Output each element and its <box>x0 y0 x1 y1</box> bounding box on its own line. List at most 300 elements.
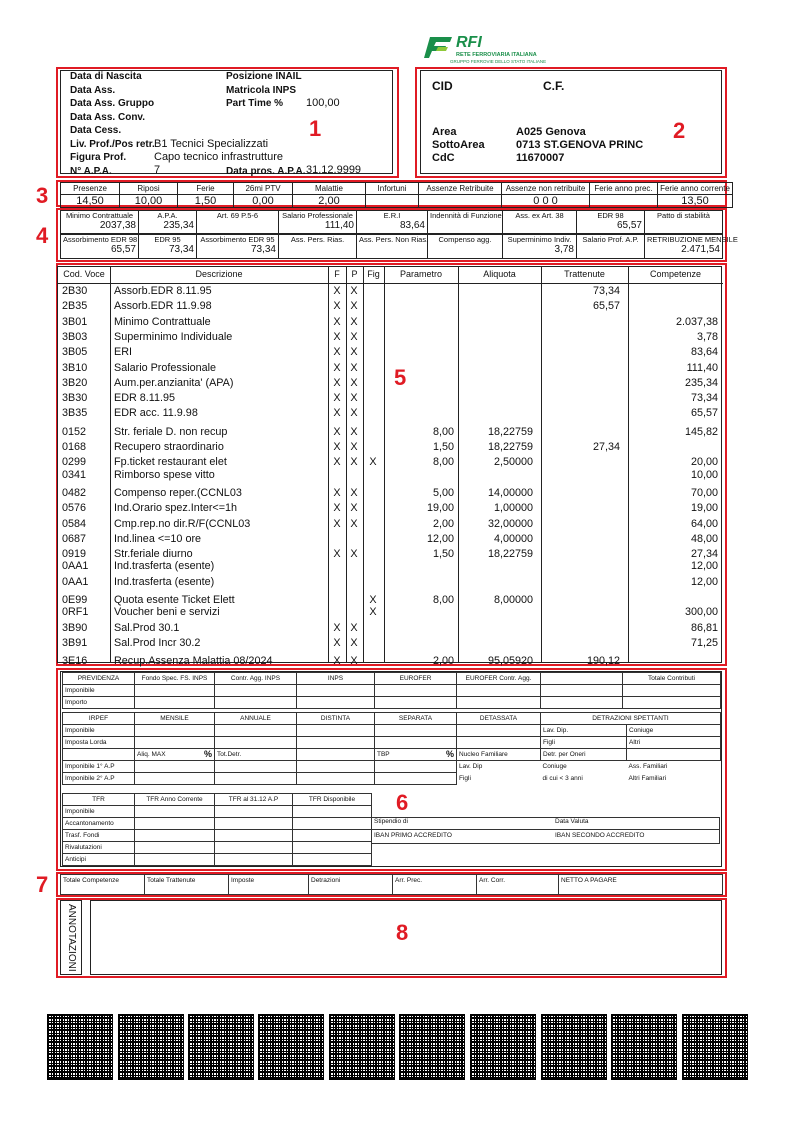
item-code: 3B20 <box>62 376 88 389</box>
table-row <box>58 468 723 483</box>
item-description: Compenso reper.(CCNL03 <box>114 486 242 499</box>
label-cid: CID <box>432 79 453 93</box>
item-description: Str. feriale D. non recup <box>114 425 228 438</box>
contrib-header: EUROFER Contr. Agg. <box>457 673 541 685</box>
rfi-logo-icon <box>424 35 454 59</box>
item-aliquota: 95,05920 <box>487 655 533 668</box>
item-description: EDR 8.11.95 <box>114 392 176 405</box>
item-parametro: 8,00 <box>432 425 454 438</box>
salary-cell <box>61 211 139 234</box>
total-competenze: Totale Competenze <box>61 875 145 895</box>
salary-header: Salario Professionale <box>282 211 353 220</box>
attendance-value-ferie-corrente: 13,50 <box>658 195 733 208</box>
attendance-header-assenze-retribuite: Assenze Retribuite <box>419 183 502 195</box>
item-flag-p: X <box>350 456 358 469</box>
item-description: Sal.Prod Incr 30.2 <box>114 636 201 649</box>
irpef-pct-2: % <box>445 749 454 759</box>
company-box <box>420 70 722 174</box>
contrib-header: Fondo Spec. FS. INPS <box>135 673 215 685</box>
items-header-f: F <box>334 269 340 279</box>
item-aliquota: 18,22759 <box>487 548 533 561</box>
label-apa-next: Data pros. A.P.A. <box>226 166 306 177</box>
salary-value: 73,34 <box>168 244 194 255</box>
label-inail: Posizione INAIL <box>226 71 302 82</box>
item-flag-f: X <box>333 425 341 438</box>
item-flag-p: X <box>350 486 358 499</box>
item-code: 0341 <box>62 468 87 481</box>
salary-bottom-table <box>60 234 738 259</box>
salary-value: 65,57 <box>110 244 136 255</box>
attendance-value-presenze: 14,50 <box>61 195 120 208</box>
notes-area <box>90 900 722 975</box>
salary-cell <box>503 211 577 234</box>
item-code: 0152 <box>62 425 87 438</box>
item-competenze: 235,34 <box>684 376 718 389</box>
irpef-row-label: Imposta Lorda <box>63 737 135 749</box>
item-trattenute: 27,34 <box>592 441 620 453</box>
attendance-value-26mi-ptv: 0,00 <box>234 195 293 208</box>
iban-primo-label: IBAN PRIMO ACCREDITO <box>374 832 452 839</box>
irpef-header: DISTINTA <box>297 713 375 725</box>
irpef-row-label: Imponibile 2° A.P <box>63 773 135 785</box>
item-flag-fig: X <box>369 456 377 469</box>
part-time-value: 100,00 <box>306 97 340 109</box>
item-competenze: 12,00 <box>690 560 718 573</box>
barcode-block <box>329 1014 395 1080</box>
totals-table <box>60 874 723 895</box>
barcode-block <box>470 1014 536 1080</box>
item-parametro: 1,50 <box>432 548 454 561</box>
tfr-row-label: Accantonamento <box>63 818 135 830</box>
item-description: Aum.per.anzianita' (APA) <box>114 376 234 389</box>
item-flag-p: X <box>350 330 358 343</box>
attendance-header-riposi: Riposi <box>120 183 178 195</box>
irpef-coniuge-2: Coniuge <box>542 763 567 770</box>
salary-header: Ass. Pers. Rias. <box>290 235 345 244</box>
item-parametro: 8,00 <box>432 594 454 606</box>
item-code: 3B01 <box>62 315 88 328</box>
attendance-value-assenze-non-retribuite: 0 0 0 <box>502 195 590 208</box>
salary-header: A.P.A. <box>157 211 178 220</box>
total-arr-corr: Arr. Corr. <box>477 875 559 895</box>
attendance-value-assenze-retribuite <box>419 195 502 208</box>
item-description: Voucher beni e servizi <box>114 606 220 619</box>
item-competenze: 64,00 <box>690 517 718 530</box>
item-flag-p: X <box>350 361 358 374</box>
salary-header: EDR 98 <box>597 211 624 220</box>
salary-value: 3,78 <box>554 244 574 255</box>
item-competenze: 145,82 <box>684 425 718 438</box>
irpef-di-cui: di cui < 3 anni <box>542 774 583 782</box>
items-header-p: P <box>351 269 358 279</box>
item-flag-f: X <box>333 621 341 634</box>
salary-header: Superminimo Indiv. <box>507 235 572 244</box>
item-parametro: 2,00 <box>432 517 454 530</box>
subarea-value: 0713 ST.GENOVA PRINC <box>516 139 644 151</box>
irpef-altri: Altri <box>627 737 721 749</box>
area-value: A025 Genova <box>516 126 586 138</box>
table-row <box>58 532 723 547</box>
contrib-header: INPS <box>297 673 375 685</box>
level-value: B1 Tecnici Specializzati <box>154 138 269 150</box>
irpef-coniuge: Coniuge <box>627 725 721 737</box>
item-flag-p: X <box>350 346 358 359</box>
irpef-header: MENSILE <box>135 713 215 725</box>
logo-line1: RETE FERROVIARIA ITALIANA <box>456 52 537 58</box>
table-row <box>58 299 723 314</box>
item-description: Fp.ticket restaurant elet <box>114 456 227 469</box>
apa-number-value: 7 <box>154 164 161 176</box>
item-flag-f: X <box>333 441 341 453</box>
item-parametro: 2,00 <box>432 655 454 668</box>
item-competenze: 3,78 <box>696 330 718 343</box>
item-code: 0687 <box>62 532 87 545</box>
item-parametro: 1,50 <box>432 441 454 453</box>
item-flag-f: X <box>333 517 341 530</box>
salary-cell <box>357 211 428 234</box>
tfr-table <box>62 793 372 866</box>
data-valuta-label: Data Valuta <box>555 818 589 825</box>
item-flag-f: X <box>333 407 341 420</box>
pay-items-table <box>57 266 722 668</box>
total-detrazioni: Detrazioni <box>309 875 393 895</box>
item-flag-fig: X <box>369 594 377 606</box>
irpef-pct: % <box>203 749 212 759</box>
item-code: 0AA1 <box>62 560 89 573</box>
logo-line2: GRUPPO FERROVIE DELLO STATO ITALIANE <box>450 59 547 64</box>
item-flag-f: X <box>333 456 341 469</box>
stipendio-label: Stipendio di <box>374 818 408 825</box>
item-parametro: 19,00 <box>426 502 454 515</box>
item-flag-f: X <box>333 655 341 668</box>
salary-header: Patto di stabilità <box>657 211 710 220</box>
table-row <box>58 517 723 532</box>
irpef-lav-dip-2: Lav. Dip <box>459 763 483 770</box>
item-code: 3B90 <box>62 621 88 634</box>
label-area: Area <box>432 126 457 138</box>
attendance-value-infortuni <box>366 195 419 208</box>
label-birth-date: Data di Nascita <box>70 71 142 82</box>
salary-value: 2037,38 <box>99 220 136 231</box>
item-flag-p: X <box>350 315 358 328</box>
item-description: Sal.Prod 30.1 <box>114 621 180 634</box>
region-number-8: 8 <box>396 920 409 945</box>
salary-cell <box>645 235 738 259</box>
item-competenze: 73,34 <box>690 392 718 405</box>
item-description: ERI <box>114 346 132 359</box>
item-aliquota: 2,50000 <box>493 456 533 469</box>
attendance-header-malattie: Malattie <box>293 183 366 195</box>
items-header-description: Descrizione <box>195 269 243 279</box>
item-competenze: 12,00 <box>690 575 718 588</box>
item-competenze: 111,40 <box>686 361 718 374</box>
item-flag-p: X <box>350 502 358 515</box>
item-code: 2B35 <box>62 300 88 313</box>
label-subarea: SottoArea <box>432 139 485 151</box>
item-flag-f: X <box>333 330 341 343</box>
barcode-block <box>258 1014 324 1080</box>
item-flag-f: X <box>333 502 341 515</box>
item-code: 0299 <box>62 456 87 469</box>
contrib-header: PREVIDENZA <box>63 673 135 685</box>
irpef-detr-oneri: Detr. per Oneri <box>541 749 627 761</box>
item-competenze: 10,00 <box>690 468 718 481</box>
item-code: 0919 <box>62 548 87 561</box>
items-header-competenze: Competenze <box>649 269 702 279</box>
salary-header: Compenso agg. <box>438 235 492 244</box>
barcode-block <box>118 1014 184 1080</box>
item-aliquota: 8,00000 <box>493 594 533 606</box>
item-code: 2B30 <box>62 285 88 297</box>
contrib-header: EUROFER <box>375 673 457 685</box>
salary-header: Ass. ex Art. 38 <box>515 211 564 220</box>
contrib-row-label: Imponibile <box>63 685 135 697</box>
irpef-header: DETRAZIONI SPETTANTI <box>541 713 721 725</box>
contrib-header <box>541 673 623 685</box>
items-header-trattenute: Trattenute <box>564 269 605 279</box>
salary-value: 2.471,54 <box>681 244 720 255</box>
item-description: Recup.Assenza Malattia 08/2024 <box>114 655 273 668</box>
item-competenze: 86,81 <box>690 621 718 634</box>
table-row <box>58 391 723 406</box>
item-flag-f: X <box>333 486 341 499</box>
salary-value: 83,64 <box>399 220 425 231</box>
payment-box <box>371 817 720 844</box>
region-number-2: 2 <box>673 118 686 143</box>
item-code: 0576 <box>62 502 87 515</box>
salary-cell <box>139 211 197 234</box>
item-flag-f: X <box>333 285 341 297</box>
salary-header: E.R.I <box>383 211 401 220</box>
table-row <box>58 440 723 455</box>
item-flag-p: X <box>350 376 358 389</box>
item-competenze: 19,00 <box>690 502 718 515</box>
salary-cell <box>577 211 645 234</box>
iban-secondo-label: IBAN SECONDO ACCREDITO <box>555 832 645 839</box>
region-number-3: 3 <box>36 183 49 208</box>
attendance-header-26mi-ptv: 26mi PTV <box>234 183 293 195</box>
item-code: 0E99 <box>62 594 88 606</box>
item-flag-p: X <box>350 300 358 313</box>
contrib-row-label: Importo <box>63 697 135 709</box>
irpef-header: IRPEF <box>63 713 135 725</box>
salary-header: Ass. Pers. Non Rias. <box>359 235 429 244</box>
cdc-value: 11670007 <box>516 152 565 164</box>
salary-cell <box>197 235 279 259</box>
salary-cell <box>61 235 139 259</box>
irpef-header: DETASSATA <box>457 713 541 725</box>
items-header-code: Cod. Voce <box>63 269 105 279</box>
salary-header: Salario Prof. A.P. <box>582 235 639 244</box>
item-flag-p: X <box>350 655 358 668</box>
item-description: Recupero straordinario <box>114 441 224 453</box>
irpef-tbp: TBP <box>377 751 390 758</box>
item-description: Ind.Orario spez.Inter<=1h <box>114 502 238 515</box>
table-row <box>58 486 723 501</box>
items-header-aliquota: Aliquota <box>483 269 516 279</box>
table-row <box>58 425 723 440</box>
item-flag-p: X <box>350 392 358 405</box>
region-number-1: 1 <box>309 116 322 141</box>
item-code: 3B03 <box>62 330 88 343</box>
tfr-row-label: Imponibile <box>63 806 135 818</box>
item-description: Ind.trasferta (esente) <box>114 560 215 573</box>
table-row <box>58 406 723 421</box>
salary-cell <box>428 211 503 234</box>
table-row <box>58 284 723 299</box>
label-hire-conv-date: Data Ass. Conv. <box>70 112 146 123</box>
table-row <box>58 605 723 620</box>
label-hire-group-date: Data Ass. Gruppo <box>70 98 155 109</box>
attendance-header-ferie-prec: Ferie anno prec. <box>590 183 658 195</box>
salary-cell <box>197 211 279 234</box>
item-competenze: 48,00 <box>690 532 718 545</box>
net-pay: NETTO A PAGARE <box>559 875 723 895</box>
items-header-fig: Fig <box>367 269 380 279</box>
label-apa-number: N° A.P.A. <box>70 166 112 177</box>
item-aliquota: 32,00000 <box>487 517 533 530</box>
table-row <box>58 361 723 376</box>
irpef-ass-fam: Ass. Familiari <box>628 763 668 770</box>
item-code: 3B35 <box>62 407 88 420</box>
barcode-block <box>399 1014 465 1080</box>
attendance-header-infortuni: Infortuni <box>366 183 419 195</box>
item-description: Ind.linea <=10 ore <box>114 532 202 545</box>
item-competenze: 70,00 <box>690 486 718 499</box>
item-competenze: 83,64 <box>690 346 718 359</box>
apa-next-value: 31.12.9999 <box>306 164 362 176</box>
irpef-figli-2: Figli <box>459 774 471 782</box>
item-competenze: 65,57 <box>690 407 718 420</box>
attendance-header-ferie: Ferie <box>178 183 234 195</box>
label-inps: Matricola INPS <box>226 85 297 96</box>
item-competenze: 71,25 <box>690 636 718 649</box>
label-level: Liv. Prof./Pos retr. <box>70 139 155 150</box>
item-trattenute: 65,57 <box>592 300 620 313</box>
item-flag-f: X <box>333 346 341 359</box>
salary-cell <box>428 235 503 259</box>
irpef-altri-fam: Altri Familiari <box>628 774 667 782</box>
item-aliquota: 14,00000 <box>487 486 533 499</box>
item-flag-f: X <box>333 315 341 328</box>
items-header-parametro: Parametro <box>399 269 443 279</box>
role-value: Capo tecnico infrastrutture <box>154 151 284 163</box>
label-part-time: Part Time % <box>226 98 284 109</box>
label-cdc: CdC <box>432 152 455 164</box>
item-flag-f: X <box>333 300 341 313</box>
item-parametro: 5,00 <box>432 486 454 499</box>
item-code: 3E16 <box>62 655 88 668</box>
item-code: 3B91 <box>62 636 88 649</box>
item-flag-p: X <box>350 548 358 561</box>
barcode-block <box>611 1014 677 1080</box>
tfr-row-label: Trasf. Fondi <box>63 830 135 842</box>
item-flag-f: X <box>333 636 341 649</box>
region-number-7: 7 <box>36 872 49 897</box>
item-code: 0AA1 <box>62 575 89 588</box>
table-row <box>58 376 723 391</box>
salary-header: Assorbimento EDR 98 <box>63 235 138 244</box>
salary-cell <box>503 235 577 259</box>
item-description: Cmp.rep.no dir.R/F(CCNL03 <box>114 517 251 530</box>
irpef-header: ANNUALE <box>215 713 297 725</box>
item-parametro: 12,00 <box>426 532 454 545</box>
item-description: Salario Professionale <box>114 361 217 374</box>
item-trattenute: 73,34 <box>592 285 620 297</box>
logo-brand: RFI <box>456 34 482 51</box>
attendance-header-assenze-non-retribuite: Assenze non retribuite <box>502 183 590 195</box>
table-row <box>58 575 723 590</box>
item-description: Assorb.EDR 11.9.98 <box>114 300 212 313</box>
attendance-value-malattie: 2,00 <box>293 195 366 208</box>
salary-header: EDR 95 <box>154 235 181 244</box>
irpef-aliq-max: Aliq. MAX <box>137 751 166 758</box>
item-parametro: 8,00 <box>432 456 454 469</box>
item-description: Superminimo Individuale <box>114 330 233 343</box>
item-competenze: 2.037,38 <box>675 315 718 328</box>
label-cf: C.F. <box>543 79 565 93</box>
salary-value: 235,34 <box>163 220 194 231</box>
salary-cell <box>139 235 197 259</box>
item-flag-p: X <box>350 285 358 297</box>
item-competenze: 27,34 <box>690 548 718 561</box>
irpef-row-label: Imponibile 1° A.P <box>63 761 135 773</box>
item-trattenute: 190,12 <box>586 655 620 668</box>
irpef-header: SEPARATA <box>375 713 457 725</box>
contributions-table <box>62 672 721 709</box>
item-code: 3B10 <box>62 361 88 374</box>
irpef-lav-dip: Lav. Dip. <box>541 725 627 737</box>
salary-header: RETRIBUZIONE MENSILE <box>647 235 738 244</box>
table-row <box>58 654 723 669</box>
tfr-row-label: Rivalutazioni <box>63 842 135 854</box>
item-description: Minimo Contrattuale <box>114 315 211 328</box>
salary-cell <box>645 211 723 234</box>
item-description: Quota esente Ticket Elett <box>114 594 235 606</box>
rfi-logo <box>420 34 550 68</box>
irpef-table <box>62 712 721 785</box>
contrib-header: Contr. Agg. INPS <box>215 673 297 685</box>
item-description: Assorb.EDR 8.11.95 <box>114 285 212 297</box>
salary-top-table <box>60 210 723 234</box>
item-code: 3B30 <box>62 392 88 405</box>
table-row <box>58 621 723 636</box>
item-description: Ind.trasferta (esente) <box>114 575 215 588</box>
barcode-block <box>47 1014 113 1080</box>
region-number-6: 6 <box>396 790 409 815</box>
irpef-nucleo: Nucleo Familiare <box>457 749 541 761</box>
attendance-value-ferie-prec <box>590 195 658 208</box>
table-row <box>58 345 723 360</box>
item-competenze: 300,00 <box>684 606 718 619</box>
irpef-tot-detr: Tot.Detr. <box>215 749 297 761</box>
attendance-header-ferie-corrente: Ferie anno corrente <box>658 183 733 195</box>
attendance-value-ferie: 1,50 <box>178 195 234 208</box>
barcode-block <box>682 1014 748 1080</box>
item-flag-f: X <box>333 548 341 561</box>
item-description: Rimborso spese vitto <box>114 468 215 481</box>
item-code: 0584 <box>62 517 87 530</box>
salary-value: 73,34 <box>250 244 276 255</box>
irpef-row-label: Imponibile <box>63 725 135 737</box>
tfr-header: TFR <box>63 794 135 806</box>
attendance-table <box>60 182 733 208</box>
item-competenze: 20,00 <box>690 456 718 469</box>
item-flag-p: X <box>350 425 358 438</box>
item-description: Str.feriale diurno <box>114 548 193 561</box>
salary-value: 111,40 <box>324 220 354 231</box>
table-row <box>58 330 723 345</box>
